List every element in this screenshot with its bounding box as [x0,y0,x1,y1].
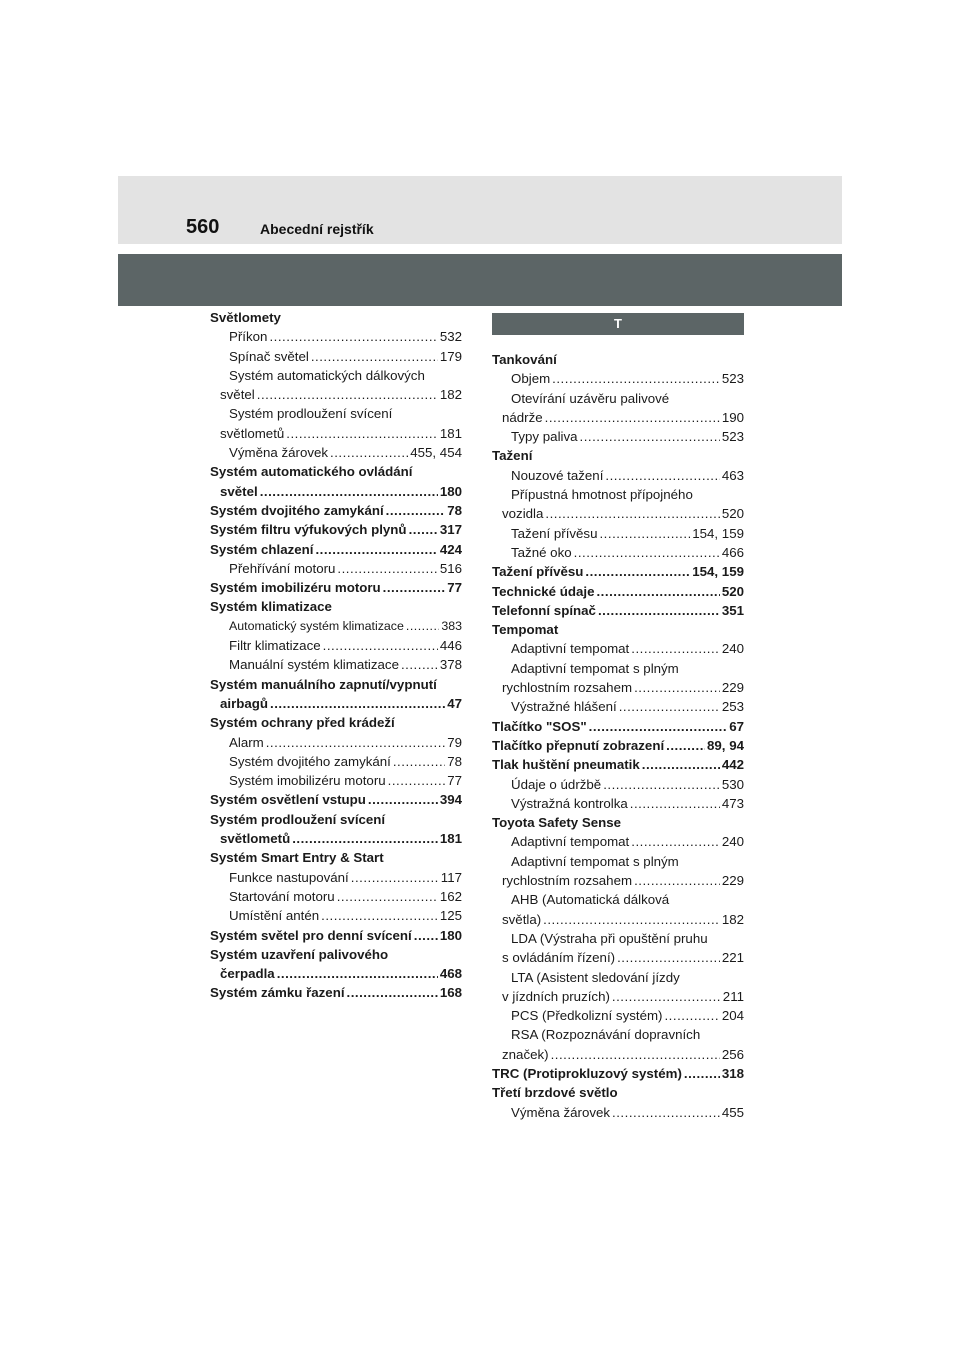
index-entry [210,520,462,539]
entry-label: Tlak huštění pneumatik [492,757,640,773]
dot-leader [337,559,437,578]
index-subentry [210,424,462,443]
index-subentry-text: Adaptivní tempomat s plným [511,853,679,869]
page-reference: 204 [721,1008,744,1024]
header-band [118,254,842,306]
index-heading: Třetí brzdové světlo [492,1085,618,1101]
dot-leader [321,906,438,925]
page-reference: 77 [447,773,462,789]
dot-leader [585,562,690,581]
entry-label: Startování motoru [229,888,335,904]
entry-label: Tažné oko [511,544,572,560]
index-entry [210,578,462,597]
index-subentry-text: Přípustná hmotnost přípojného [511,487,693,503]
index-entry [210,482,462,501]
dot-leader [543,910,720,929]
page-reference: 466 [721,544,744,560]
index-subentry [492,639,744,658]
index-subentry [492,543,744,562]
page-reference: 351 [721,602,744,618]
index-subentry [492,871,744,890]
dot-leader [401,655,438,674]
entry-label: Systém imobilizéru motoru [229,773,386,789]
index-entry [492,562,744,581]
index-subentry [210,887,462,906]
index-subentry [492,697,744,716]
dot-leader [330,443,408,462]
entry-label: Umístění antén [229,908,320,924]
entry-label: Příkon [229,329,268,345]
dot-leader [551,1045,720,1064]
dot-leader [630,794,720,813]
index-entry [210,790,462,809]
index-subentry [492,408,744,427]
index-entry [210,694,462,713]
entry-label: rychlostním rozsahem [502,873,633,889]
index-heading: Systém prodloužení svícení [210,811,386,827]
index-heading: Systém klimatizace [210,599,332,615]
index-subentry [492,948,744,967]
index-subentry [492,678,744,697]
entry-label: TRC (Protiprokluzový systém) [492,1065,682,1081]
page-reference: 77 [447,580,462,596]
page-reference: 516 [439,560,462,576]
entry-label: Výstražná kontrolka [511,795,628,811]
index-entry [492,1064,744,1083]
entry-label: Manuální systém klimatizace [229,657,399,673]
page-reference: 523 [721,429,744,445]
page-reference: 117 [440,869,462,885]
entry-label: Tlačítko "SOS" [492,718,587,734]
index-entry [210,540,462,559]
index-entry [492,601,744,620]
dot-leader [270,694,445,713]
dot-leader [574,543,720,562]
index-entry [210,829,462,848]
page-reference: 520 [721,583,744,599]
dot-leader [337,887,438,906]
entry-label: Telefonní spínač [492,602,596,618]
index-subentry [210,347,462,366]
dot-leader [617,948,720,967]
dot-leader [545,408,720,427]
page-reference: 154, 159 [692,525,744,541]
dot-leader [634,678,720,697]
index-entry [210,926,462,945]
entry-label: Systém imobilizéru motoru [210,580,381,596]
page-reference: 229 [721,873,744,889]
page-reference: 229 [721,680,744,696]
entry-label: Adaptivní tempomat [511,641,630,657]
page-reference: 253 [721,699,744,715]
dot-leader [266,733,445,752]
page-reference: 47 [447,695,462,711]
entry-label: PCS (Předkolizní systém) [511,1008,663,1024]
dot-leader [393,752,445,771]
dot-leader [368,790,438,809]
index-entry [492,755,744,774]
dot-leader [642,755,720,774]
index-subentry [492,466,744,485]
entry-label: Systém filtru výfukových plynů [210,522,407,538]
page-reference: 182 [721,911,744,927]
dot-leader [323,636,438,655]
index-subentry [492,369,744,388]
page-reference: 378 [439,657,462,673]
page-reference: 240 [721,641,744,657]
index-subentry [210,868,462,887]
dot-leader [599,524,690,543]
page-reference: 442 [721,757,744,773]
index-entry [492,717,744,736]
entry-label: nádrže [502,409,543,425]
index-heading: Systém manuálního zapnutí/vypnutí [210,676,437,692]
index-subentry [492,910,744,929]
page-reference: 125 [439,908,462,924]
index-subentry [492,775,744,794]
entry-label: světlometů [220,425,285,441]
index-entry [210,501,462,520]
index-heading: Systém ochrany před krádeží [210,715,395,731]
index-subentry [210,443,462,462]
index-subentry-text: LDA (Výstraha při opuštění pruhu [511,930,708,946]
index-subentry [210,327,462,346]
dot-leader [406,617,439,636]
page-reference: 455 [721,1104,744,1120]
index-subentry-text: RSA (Rozpoznávání dopravních [511,1027,701,1043]
dot-leader [596,582,719,601]
index-subentry [492,1103,744,1122]
index-subentry [210,636,462,655]
index-subentry [210,559,462,578]
page-reference: 78 [447,502,462,518]
index-subentry [492,524,744,543]
index-heading: Tankování [492,352,557,367]
dot-leader [631,639,720,658]
dot-leader [257,385,438,404]
page-reference: 162 [439,888,462,904]
index-subentry [210,752,462,771]
index-entry [210,964,462,983]
dot-leader [409,520,438,539]
page-reference: 383 [441,618,462,633]
index-subentry-text: AHB (Automatická dálková [511,892,670,908]
index-subentry [210,655,462,674]
entry-label: Systém světel pro denní svícení [210,927,412,943]
dot-leader [351,868,439,887]
entry-label: Systém dvojitého zamykání [210,502,384,518]
page-reference: 190 [721,409,744,425]
entry-label: Systém chlazení [210,541,314,557]
page-reference: 181 [439,831,462,847]
dot-leader [631,832,720,851]
entry-label: Spínač světel [229,348,309,364]
page-reference: 446 [439,638,462,654]
entry-label: Filtr klimatizace [229,638,321,654]
page-reference: 221 [721,950,744,966]
index-subentry [210,617,462,636]
index-subentry-text: LTA (Asistent sledování jízdy [511,969,680,985]
dot-leader [292,829,438,848]
index-column-right [492,308,744,1122]
page-number: 560 [186,216,220,238]
page-reference: 424 [439,541,462,557]
page-reference: 240 [721,834,744,850]
index-heading: Systém Smart Entry & Start [210,850,384,866]
entry-label: Automatický systém klimatizace [229,618,404,633]
index-subentry [210,733,462,752]
page-reference: 180 [439,927,462,943]
index-heading: Toyota Safety Sense [492,815,622,831]
entry-label: Systém osvětlení vstupu [210,792,366,808]
entry-label: Systém zámku řazení [210,985,345,1001]
index-heading: Světlomety [210,310,281,325]
entry-label: Výstražné hlášení [511,699,617,715]
index-subentry [492,1045,744,1064]
page-reference: 180 [439,483,462,499]
entry-label: čerpadla [220,966,275,982]
index-subentry-text: Systém automatických dálkových [229,367,425,383]
entry-label: Tlačítko přepnutí zobrazení [492,737,665,753]
dot-leader [383,578,446,597]
dot-leader [666,736,705,755]
index-heading: Systém uzavření palivového [210,946,389,962]
dot-leader [605,466,719,485]
page-reference: 317 [439,522,462,538]
dot-leader [269,327,437,346]
index-heading: Tažení [492,448,533,464]
entry-label: Systém dvojitého zamykání [229,753,391,769]
page-reference: 79 [447,734,462,750]
index-subentry [210,385,462,404]
page-reference: 179 [439,348,462,364]
dot-leader [552,369,720,388]
entry-label: rychlostním rozsahem [502,680,633,696]
entry-label: značek) [502,1046,549,1062]
entry-label: vozidla [502,506,544,522]
entry-label: světel [220,483,258,499]
entry-label: Adaptivní tempomat [511,834,630,850]
entry-label: airbagů [220,695,269,711]
entry-label: Údaje o údržbě [511,776,602,792]
entry-label: s ovládáním řízení) [502,950,616,966]
dot-leader [598,601,720,620]
index-subentry-text: Systém prodloužení svícení [229,406,393,422]
page-reference: 168 [439,985,462,1001]
entry-label: světla) [502,911,542,927]
dot-leader [603,775,720,794]
dot-leader [619,697,720,716]
dot-leader [347,983,438,1002]
index-subentry [492,1006,744,1025]
page-reference: 211 [722,988,744,1004]
entry-label: Alarm [229,734,264,750]
entry-label: Přehřívání motoru [229,560,336,576]
page-reference: 520 [721,506,744,522]
dot-leader [260,482,438,501]
entry-label: Technické údaje [492,583,595,599]
index-entry [492,582,744,601]
index-entry [210,983,462,1002]
page-reference: 154, 159 [692,564,744,580]
page-reference: 67 [729,718,744,734]
page-reference: 530 [721,776,744,792]
page-reference: 78 [447,753,462,769]
entry-label: Nouzové tažení [511,467,604,483]
entry-label: Výměna žárovek [229,445,329,461]
page-header [118,176,842,244]
index-subentry-text: Adaptivní tempomat s plným [511,660,679,676]
page-reference: 468 [439,966,462,982]
dot-leader [612,1103,720,1122]
entry-label: Tažení přívěsu [511,525,598,541]
page-reference: 523 [721,371,744,387]
entry-label: světel [220,387,255,403]
index-subentry [210,906,462,925]
page-reference: 89, 94 [707,737,744,753]
dot-leader [634,871,720,890]
dot-leader [612,987,721,1006]
index-entry [492,736,744,755]
page-reference: 473 [721,795,744,811]
page-reference: 181 [439,425,462,441]
index-subentry [492,987,744,1006]
index-heading: Systém automatického ovládání [210,464,413,480]
dot-leader [664,1006,719,1025]
entry-label: Tažení přívěsu [492,564,584,580]
dot-leader [388,771,446,790]
entry-label: v jízdních pruzích) [502,988,610,1004]
section-title: Abecední rejstřík [260,221,374,237]
dot-leader [580,427,720,446]
entry-label: Objem [511,371,551,387]
page-reference: 182 [439,387,462,403]
dot-leader [277,964,438,983]
page-reference: 318 [721,1065,744,1081]
page-reference: 532 [439,329,462,345]
page-reference: 455, 454 [410,445,462,461]
index-subentry [492,832,744,851]
dot-leader [286,424,438,443]
index-subentry [492,427,744,446]
entry-label: světlometů [220,831,291,847]
index-subentry-text: Otevírání uzávěru palivové [511,390,670,406]
index-subentry [492,794,744,813]
index-heading: Tempomat [492,622,559,638]
dot-leader [414,926,438,945]
page-reference: 394 [439,792,462,808]
entry-label: Funkce nastupování [229,869,349,885]
letter-heading: T [492,313,744,335]
dot-leader [684,1064,720,1083]
dot-leader [311,347,438,366]
dot-leader [386,501,446,520]
dot-leader [315,540,437,559]
index-subentry [492,504,744,523]
index-column-left [210,308,462,1003]
index-subentry [210,771,462,790]
dot-leader [589,717,728,736]
entry-label: Typy paliva [511,429,578,445]
page-reference: 256 [721,1046,744,1062]
dot-leader [545,504,719,523]
entry-label: Výměna žárovek [511,1104,611,1120]
page-reference: 463 [721,467,744,483]
